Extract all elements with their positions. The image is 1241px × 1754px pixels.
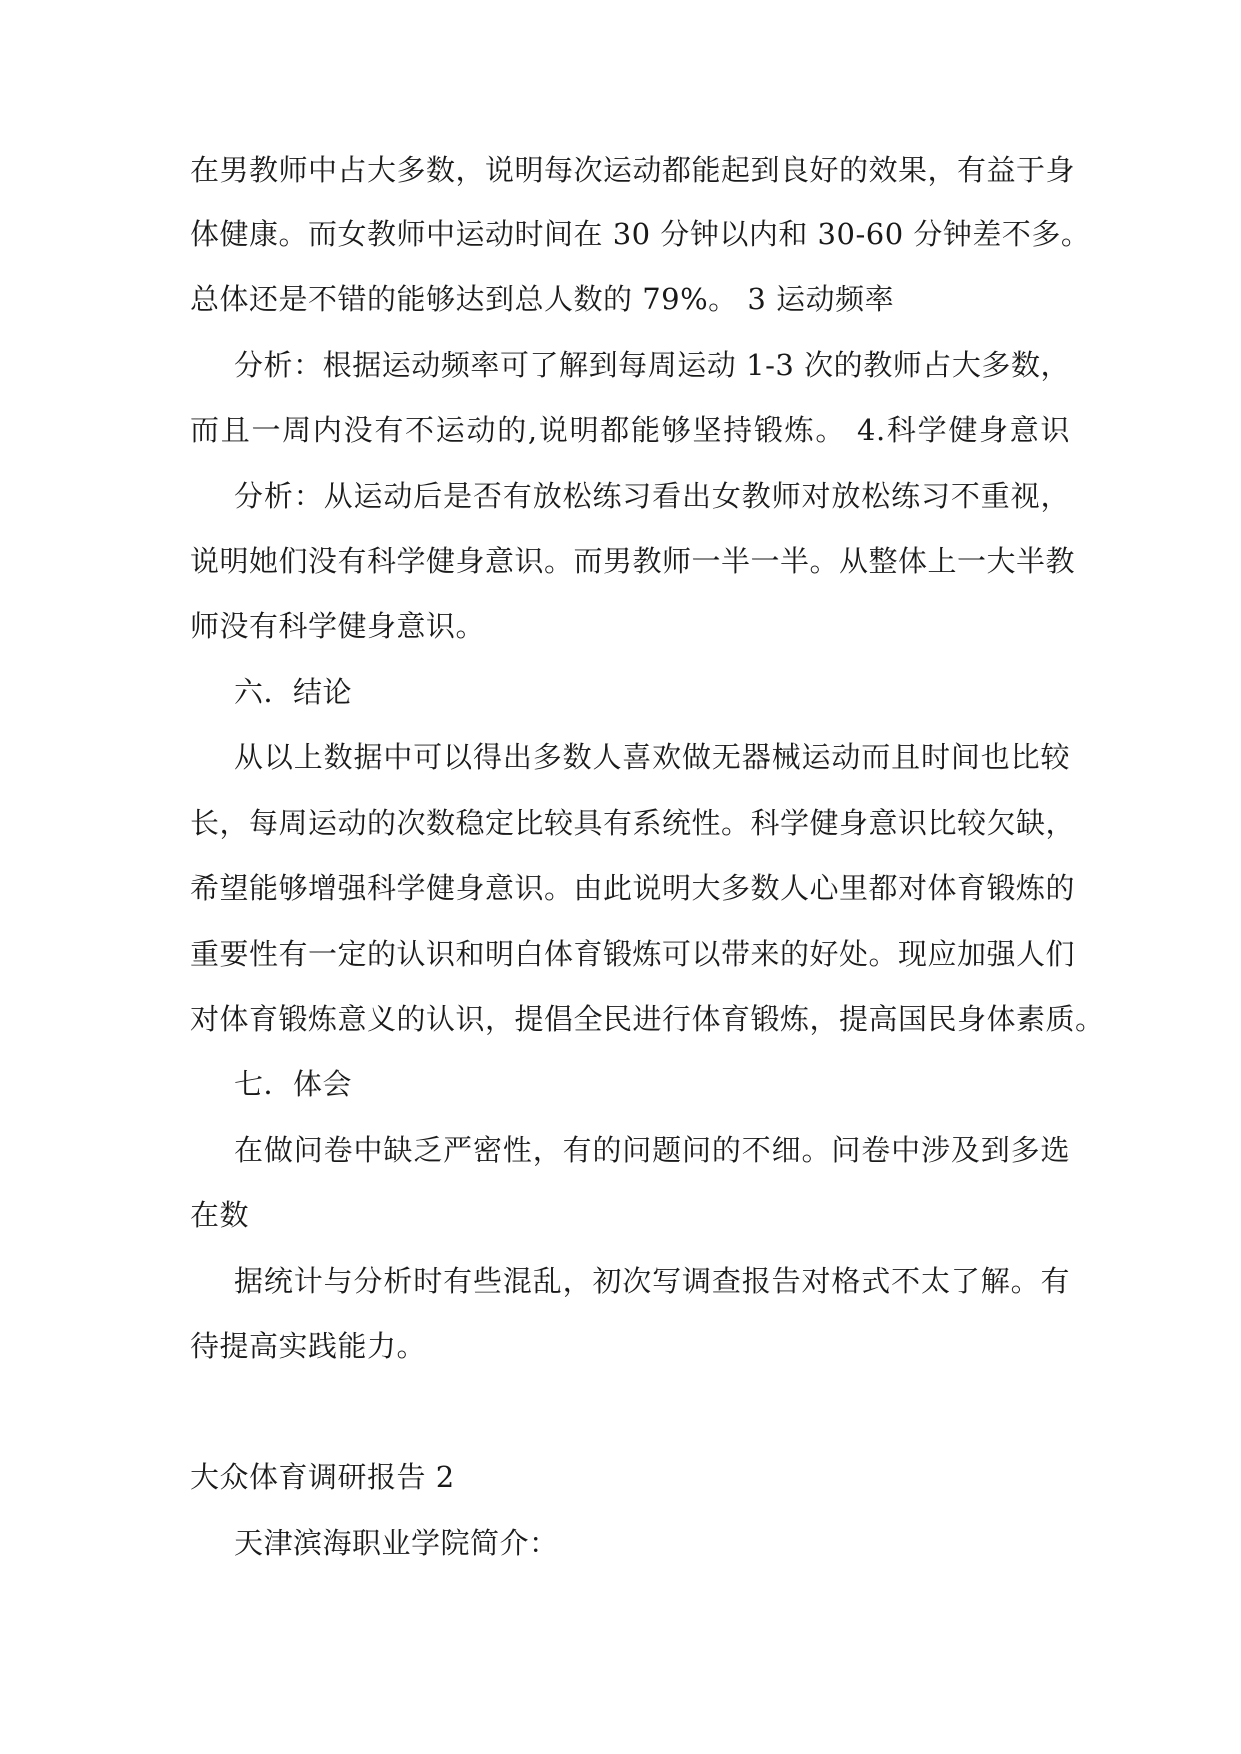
paragraph-line: 总体还是不错的能够达到总人数的 79%。 3 运动频率 [190,282,895,316]
paragraph-line: 在男教师中占大多数，说明每次运动都能起到良好的效果，有益于身 [190,153,1076,187]
paragraph-line: 在数 [190,1198,250,1232]
paragraph-line: 从以上数据中可以得出多数人喜欢做无器械运动而且时间也比较 [234,740,1070,774]
paragraph-line: 重要性有一定的认识和明白体育锻炼可以带来的好处。现应加强人们 [190,937,1076,971]
section-heading: 七．体会 [234,1067,353,1101]
paragraph-line: 对体育锻炼意义的认识，提倡全民进行体育锻炼，提高国民身体素质。 [190,1002,1105,1036]
paragraph-line: 说明她们没有科学健身意识。而男教师一半一半。从整体上一大半教 [190,544,1076,578]
section-heading: 六．结论 [234,675,353,709]
paragraph-line: 希望能够增强科学健身意识。由此说明大多数人心里都对体育锻炼的 [190,871,1076,905]
paragraph-line: 待提高实践能力。 [190,1329,427,1363]
paragraph-line: 体健康。而女教师中运动时间在 30 分钟以内和 30-60 分钟差不多。 [190,217,1091,251]
paragraph-line: 分析：从运动后是否有放松练习看出女教师对放松练习不重视， [234,479,1070,513]
paragraph-line: 分析：根据运动频率可了解到每周运动 1-3 次的教师占大多数， [234,348,1070,382]
paragraph-line: 师没有科学健身意识。 [190,609,486,643]
paragraph-line: 而且一周内没有不运动的,说明都能够坚持锻炼。 4.科学健身意识 [190,413,1070,447]
paragraph-line: 在做问卷中缺乏严密性，有的问题问的不细。问卷中涉及到多选 [234,1133,1070,1167]
paragraph-line: 据统计与分析时有些混乱，初次写调查报告对格式不太了解。有 [234,1264,1070,1298]
report-title: 大众体育调研报告 2 [190,1460,455,1494]
paragraph-line: 天津滨海职业学院简介： [234,1526,559,1560]
paragraph-line: 长，每周运动的次数稳定比较具有系统性。科学健身意识比较欠缺， [190,806,1076,840]
